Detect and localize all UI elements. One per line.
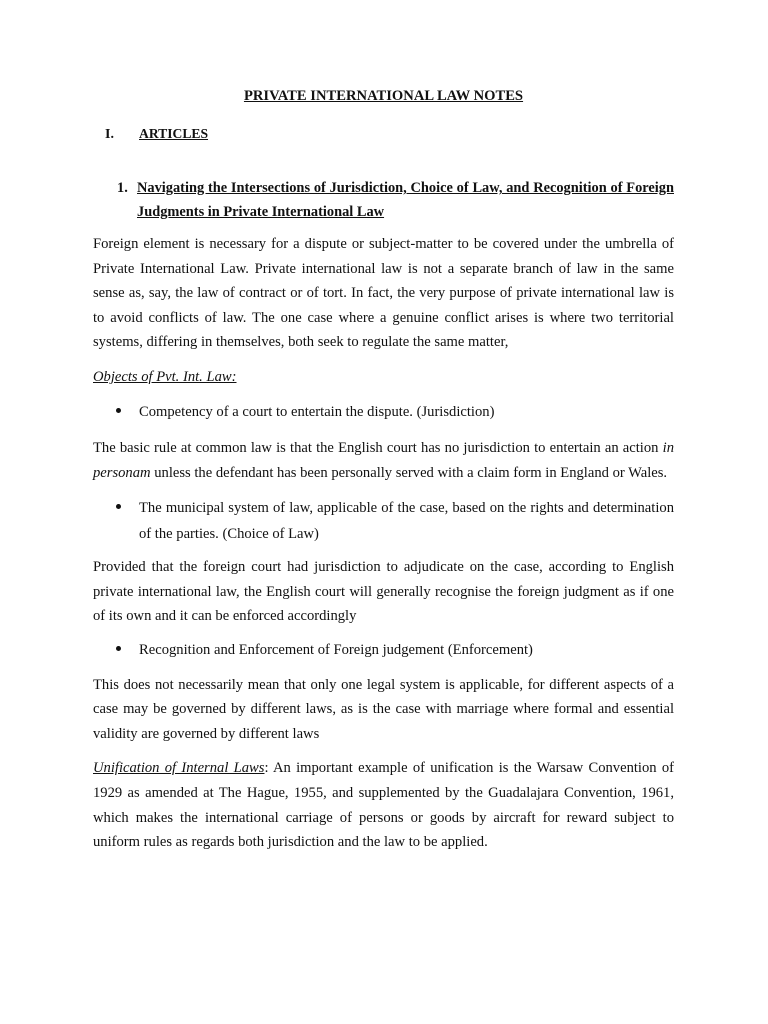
italic-term: in personam [93,440,674,481]
article-title: Navigating the Intersections of Jurisdiction, Choice of Law, and Recognition of Foreign Judgments in Private International Law [137,180,674,220]
section-number: I. [105,127,114,142]
bullet-text-choice-of-law: The municipal system of law, applicable of the case, based on the rights and determination of the parties. (Choice of Law) [139,500,674,542]
document-body [93,86,674,855]
section-header [93,124,674,145]
list-item [93,400,674,426]
article-number: 1. [117,180,128,196]
unification-heading: Unification of Internal Laws [93,760,265,777]
paragraph-text: : An important example of unification is the Warsaw Convention of 1929 as amended at The Hague, 1955, and supplemented by the Guadalajara Convention, 1961, which makes the international carriage of persons or goods by aircraft for reward subject to uniform rules as regards both jurisdiction and the law to be applied. [93,760,674,851]
paragraph-intro: Foreign element is necessary for a dispute or subject-matter to be covered under the umbrella of Private International Law. Private international law is not a separate branch of law in the same sense as, say, the law of contract or of tort. In fact, the very purpose of private international law is to avoid conflicts of law. The one case where a genuine conflict arises is where two territorial systems, differing in themselves, both seek to regulate the same matter, [93,236,674,351]
bullet-icon [93,496,139,547]
paragraph-multiple-laws: This does not necessarily mean that only one legal system is applicable, for different aspects of a case may be governed by different laws, as is the case with marriage where formal and essential validity are governed by different laws [93,676,674,742]
paragraph-text: unless the defendant has been personally served with a claim form in England or Wales. [150,464,668,481]
list-item [93,496,674,547]
paragraph-recognition: Provided that the foreign court had jurisdiction to adjudicate on the case, according to English private international law, the English court will generally recognise the foreign judgment as if one of its own and it can be enforced accordingly [93,559,674,625]
page-title: PRIVATE INTERNATIONAL LAW NOTES [243,88,524,104]
bullet-icon [93,400,139,426]
list-item [93,638,674,664]
paragraph-jurisdiction [93,436,674,485]
objects-heading: Objects of Pvt. Int. Law: [93,368,237,385]
bullet-text-jurisdiction: Competency of a court to entertain the dispute. (Jurisdiction) [139,403,495,420]
section-label: ARTICLES [139,126,209,141]
bullet-icon [93,638,139,664]
bullet-text-enforcement: Recognition and Enforcement of Foreign judgement (Enforcement) [139,642,533,659]
paragraph-unification [93,756,674,854]
article-heading [93,176,674,224]
paragraph-text: The basic rule at common law is that the English court has no jurisdiction to entertain an action [93,440,663,457]
